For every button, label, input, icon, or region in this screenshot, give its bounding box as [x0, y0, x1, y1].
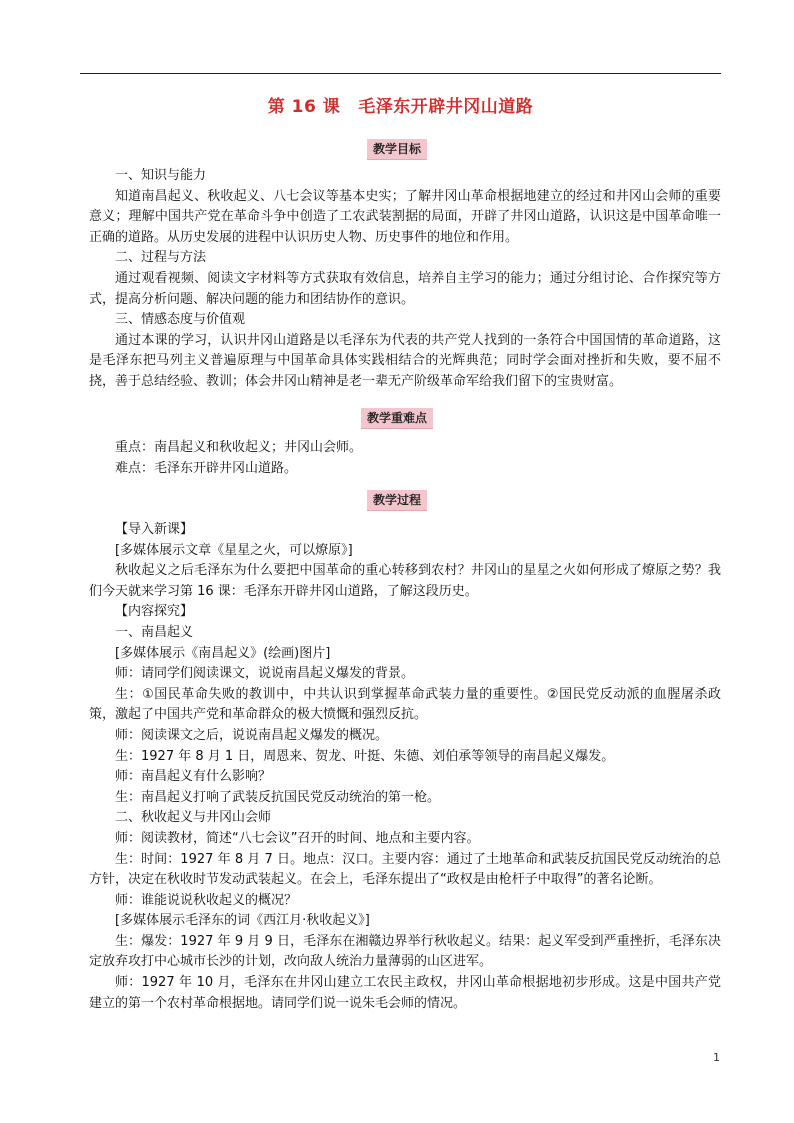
paragraph: 二、秋收起义与井冈山会师: [115, 810, 272, 826]
section-heading-objectives: 教学目标: [0, 138, 794, 160]
paragraph: 师：谁能说说秋收起义的概况？: [115, 892, 298, 908]
paragraph: 重点：南昌起义和秋收起义；井冈山会师。: [115, 440, 363, 455]
lesson-number: 第 16 课: [267, 97, 341, 117]
section-heading-process: 教学过程: [0, 489, 794, 511]
section-heading-key-points: 教学重难点: [0, 407, 794, 429]
page-number: 1: [713, 1051, 720, 1064]
lesson-name: 毛泽东开辟井冈山道路: [358, 97, 534, 117]
lesson-title: [80, 92, 721, 117]
paragraph: 通过本课的学习，认识井冈山道路是以毛泽东为代表的共产党人找到的一条符合中国国情的革命道路，这是毛泽东把马列主义普遍原理与中国革命具体实践相结合的光辉典范；同时学会面对挫折和失败，要不屈不挠，善于总结经验、教训；体会井冈山精神是老一辈无产阶级革命军给我们留下的宝贵财富。: [89, 332, 721, 389]
paragraph: [多媒体展示文章《星星之火，可以燎原》]: [115, 542, 353, 558]
paragraph: [多媒体展示毛泽东的词《西江月·秋收起义》]: [115, 913, 370, 929]
paragraph: 师：南昌起义有什么影响？: [115, 769, 272, 785]
key-points-content: [89, 438, 721, 479]
paragraph: 生：时间：1927 年 8 月 7 日。地点：汉口。主要内容：通过了土地革命和武装反抗国民党反动统治的总方针，决定在秋收时节发动武装起义。在会上，毛泽东提出了“政权是由枪杆子中取得”的著名论断。: [89, 851, 721, 888]
paragraph: 秋收起义之后毛泽东为什么要把中国革命的重心转移到农村？井冈山的星星之火如何形成了燎原之势？我们今天就来学习第 16 课：毛泽东开辟井冈山道路，了解这段历史。: [89, 563, 721, 599]
paragraph: 【内容探究】: [115, 604, 194, 620]
paragraph: 生：爆发：1927 年 9 月 9 日，毛泽东在湘赣边界举行秋收起义。结果：起义军受到严重挫折，毛泽东决定放弃攻打中心城市长沙的计划，改向敌人统治力量薄弱的山区进军。: [89, 933, 721, 970]
paragraph: 生：①国民革命失败的教训中，中共认识到掌握革命武装力量的重要性。②国民党反动派的血腥屠杀政策，激起了中国共产党和革命群众的极大愤慨和强烈反抗。: [89, 686, 721, 723]
paragraph: 师：阅读课文之后，说说南昌起义爆发的概况。: [115, 727, 389, 743]
paragraph: 一、南昌起义: [115, 624, 194, 640]
header-rule: [80, 73, 721, 74]
paragraph: 一、知识与能力: [115, 168, 207, 183]
paragraph: 师：请同学们阅读课文，说说南昌起义爆发的背景。: [115, 666, 415, 682]
paragraph: 二、过程与方法: [115, 250, 207, 266]
objectives-content: [89, 166, 721, 393]
paragraph: 生：南昌起义打响了武装反抗国民党反动统治的第一枪。: [115, 789, 441, 805]
paragraph: 生：1927 年 8 月 1 日，周恩来、贺龙、叶挺、朱德、刘伯承等领导的南昌起义爆发。: [115, 748, 615, 764]
paragraph: 知道南昌起义、秋收起义、八七会议等基本史实；了解井冈山革命根据地建立的经过和井冈山会师的重要意义；理解中国共产党在革命斗争中创造了工农武装割据的局面，开辟了井冈山道路，认识这是中国革命唯一正确的道路。从历史发展的进程中认识历史人物、历史事件的地位和作用。: [89, 188, 721, 245]
paragraph: 师：阅读教材，简述“八七会议”召开的时间、地点和主要内容。: [115, 830, 480, 846]
paragraph: 通过观看视频、阅读文字材料等方式获取有效信息，培养自主学习的能力；通过分组讨论、合作探究等方式，提高分析问题、解决问题的能力和团结协作的意识。: [89, 270, 721, 307]
paragraph: 三、情感态度与价值观: [115, 312, 246, 328]
paragraph: 难点：毛泽东开辟井冈山道路。: [115, 460, 298, 476]
paragraph: 【导入新课】: [115, 522, 194, 537]
paragraph: 师：1927 年 10 月，毛泽东在井冈山建立工农民主政权，井冈山革命根据地初步形成。这是中国共产党建立的第一个农村革命根据地。请同学们说一说朱毛会师的情况。: [89, 975, 721, 1011]
process-content: [89, 520, 721, 1014]
paragraph: [多媒体展示《南昌起义》(绘画)图片]: [115, 645, 331, 661]
